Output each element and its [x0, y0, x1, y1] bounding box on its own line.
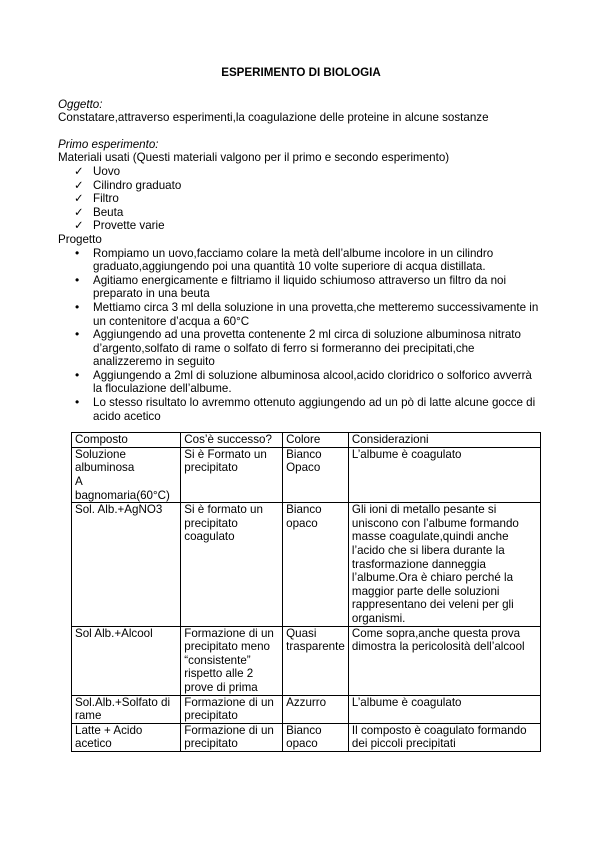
table-row	[72, 447, 541, 502]
results-table-body	[72, 447, 541, 751]
column-header: Colore	[283, 433, 349, 448]
table-row	[72, 503, 541, 626]
materials-intro: Materiali usati (Questi materiali valgono per il primo e secondo esperimento)	[58, 151, 450, 165]
step-text: Lo stesso risultato lo avremmo ottenuto aggiungendo ad un pò di latte alcune gocce di acido acetico	[93, 396, 536, 423]
bullet-icon: •	[75, 299, 80, 314]
step-item	[58, 301, 544, 328]
primo-esperimento-section	[58, 138, 544, 423]
table-cell: Sol Alb.+Alcool	[72, 626, 181, 695]
table-cell: Il composto è coagulato formando dei piccoli precipitati	[348, 723, 540, 751]
table-header-row	[72, 433, 541, 448]
material-item	[58, 179, 544, 193]
step-item	[58, 396, 544, 423]
bullet-icon: •	[75, 272, 80, 287]
table-cell: Bianco opaco	[283, 503, 349, 626]
table-cell: Gli ioni di metallo pesante si uniscono con l’albume formando masse coagulate,quindi anche l’acido che si libera durante la trasformazione danneggia l’albume.Ora è chiaro perché la maggior parte delle soluzioni rappresentano dei veleni per gli organismi.	[348, 503, 540, 626]
table-cell: Azzurro	[283, 695, 349, 723]
material-label: Filtro	[93, 192, 119, 206]
table-row	[72, 723, 541, 751]
step-text: Aggiungendo ad una provetta contenente 2 ml circa di soluzione albuminosa nitrato d’argento,solfato di rame o solfato di ferro si formeranno dei precipitati,che analizzeremo in seguito	[93, 328, 521, 369]
check-icon: ✓	[74, 205, 84, 219]
step-text: Agitiamo energicamente e filtriamo il liquido schiumoso attraverso un filtro da noi preparato in una beuta	[93, 273, 507, 301]
material-label: Beuta	[93, 205, 124, 219]
materials-list	[58, 165, 544, 233]
check-icon: ✓	[74, 192, 84, 206]
bullet-icon: •	[75, 395, 80, 410]
table-cell: Formazione di un precipitato	[181, 723, 283, 751]
bullet-icon: •	[75, 367, 80, 382]
step-text: Mettiamo circa 3 ml della soluzione in una provetta,che metteremo successivamente in un contenitore d’acqua a 60°C	[93, 300, 539, 328]
table-cell: Soluzione albuminosa A bagnomaria(60°C)	[72, 447, 181, 502]
oggetto-text: Constatare,attraverso esperimenti,la coagulazione delle proteine in alcune sostanze	[58, 111, 489, 125]
oggetto-heading: Oggetto:	[58, 97, 103, 111]
table-row	[72, 626, 541, 695]
material-label: Uovo	[93, 164, 121, 178]
step-item	[58, 369, 544, 396]
table-cell: Si è formato un precipitato coagulato	[181, 503, 283, 626]
material-item	[58, 165, 544, 179]
check-icon: ✓	[74, 164, 84, 178]
step-item	[58, 247, 544, 274]
table-cell: Quasi trasparente	[283, 626, 349, 695]
table-cell: Sol.Alb.+Solfato di rame	[72, 695, 181, 723]
table-cell: L’albume è coagulato	[348, 447, 540, 502]
table-cell: Bianco Opaco	[283, 447, 349, 502]
results-table-header	[72, 433, 541, 448]
column-header: Composto	[72, 433, 181, 448]
table-cell: Formazione di un precipitato	[181, 695, 283, 723]
results-table	[71, 432, 541, 752]
check-icon: ✓	[74, 219, 84, 233]
material-item	[58, 206, 544, 220]
table-cell: Latte + Acido acetico	[72, 723, 181, 751]
step-text: Rompiamo un uovo,facciamo colare la metà dell’albume incolore in un cilindro graduato,aggiungendo poi una quantità 10 volte superiore di acqua distillata.	[93, 246, 494, 274]
material-item	[58, 219, 544, 233]
column-header: Cos’è successo?	[181, 433, 283, 448]
table-row	[72, 695, 541, 723]
table-cell: L’albume è coagulato	[348, 695, 540, 723]
material-label: Provette varie	[93, 219, 165, 233]
bullet-icon: •	[75, 327, 80, 342]
bullet-icon: •	[75, 245, 80, 260]
table-cell: Sol. Alb.+AgNO3	[72, 503, 181, 626]
table-cell: Formazione di un precipitato meno “consistente” rispetto alle 2 prove di prima	[181, 626, 283, 695]
oggetto-section	[58, 98, 544, 125]
progetto-label: Progetto	[58, 232, 102, 246]
material-label: Cilindro graduato	[93, 178, 182, 192]
table-cell: Come sopra,anche questa prova dimostra la pericolosità dell’alcool	[348, 626, 540, 695]
steps-list	[58, 247, 544, 424]
check-icon: ✓	[74, 178, 84, 192]
primo-esperimento-heading: Primo esperimento:	[58, 137, 159, 151]
document-page	[58, 66, 544, 752]
table-cell: Si è Formato un precipitato	[181, 447, 283, 502]
step-text: Aggiungendo a 2ml di soluzione albuminosa alcool,acido cloridrico o solforico avverrà la floculazione dell’albume.	[93, 368, 532, 396]
step-item	[58, 328, 544, 369]
column-header: Considerazioni	[348, 433, 540, 448]
material-item	[58, 192, 544, 206]
step-item	[58, 274, 544, 301]
table-cell: Bianco opaco	[283, 723, 349, 751]
document-title: ESPERIMENTO DI BIOLOGIA	[221, 66, 381, 79]
